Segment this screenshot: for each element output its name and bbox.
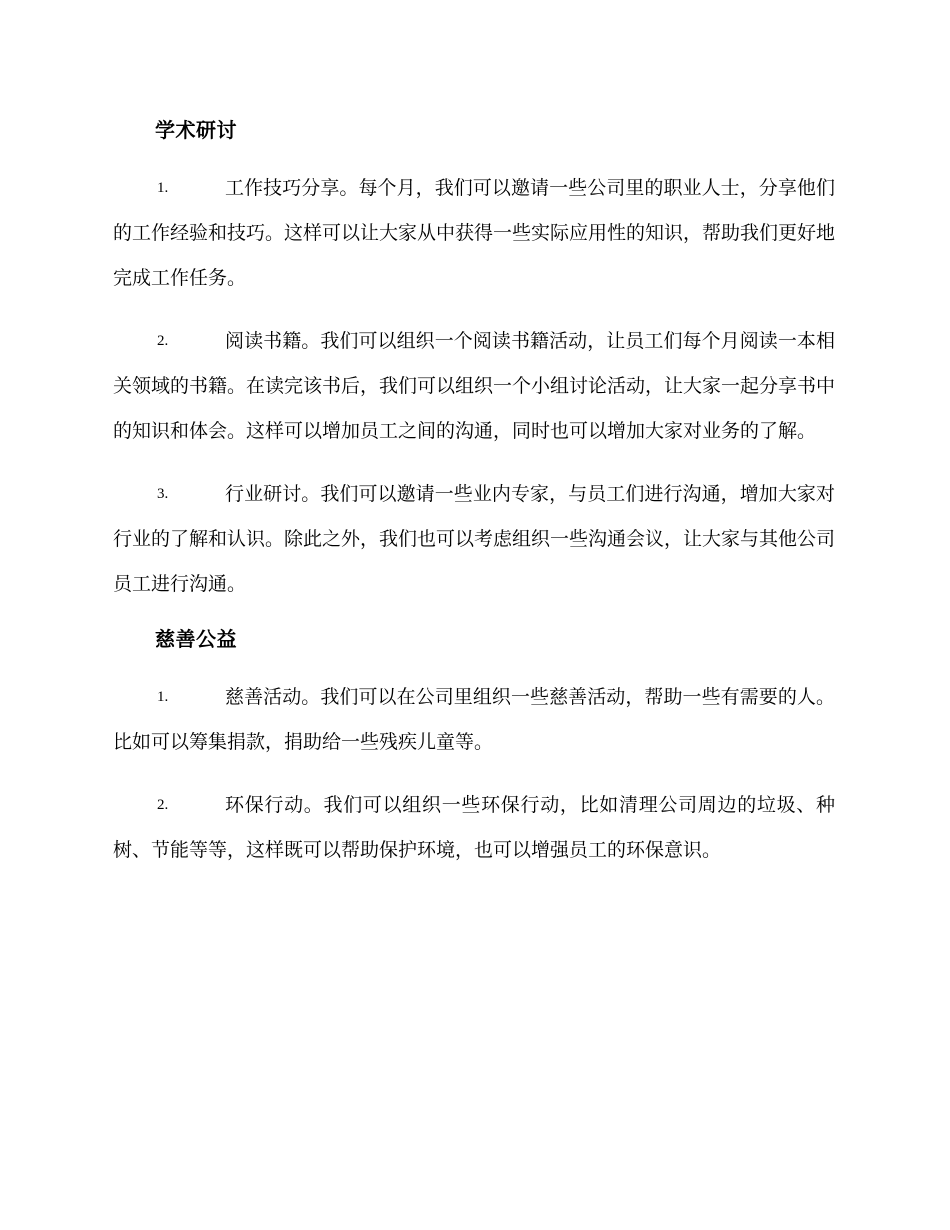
- section-heading: 慈善公益: [155, 627, 237, 651]
- list-item-number: 2.: [157, 333, 169, 349]
- list-item-text: 工作技巧分享。每个月，我们可以邀请一些公司里的职业人士，分享他们的工作经验和技巧。这样可以让大家从中获得一些实际应用性的知识，帮助我们更好地完成工作任务。: [113, 177, 836, 289]
- list-item-text: 行业研讨。我们可以邀请一些业内专家，与员工们进行沟通，增加大家对行业的了解和认识。除此之外，我们也可以考虑组织一些沟通会议，让大家与其他公司员工进行沟通。: [113, 483, 836, 595]
- section-academic-seminar: [113, 112, 835, 607]
- list-item-number: 1.: [157, 689, 169, 705]
- list-item: [113, 472, 835, 607]
- document-body: [113, 112, 835, 873]
- list-item-text: 环保行动。我们可以组织一些环保行动，比如清理公司周边的垃圾、种树、节能等等，这样既可以帮助保护环境，也可以增强员工的环保意识。: [113, 794, 835, 861]
- list-item: [113, 166, 835, 301]
- list-item-text: 阅读书籍。我们可以组织一个阅读书籍活动，让员工们每个月阅读一本相关领域的书籍。在读完该书后，我们可以组织一个小组讨论活动，让大家一起分享书中的知识和体会。这样可以增加员工之间的沟通，同时也可以增加大家对业务的了解。: [113, 330, 836, 442]
- list-item: [113, 783, 835, 873]
- list-item-text: 慈善活动。我们可以在公司里组织一些慈善活动，帮助一些有需要的人。比如可以筹集捐款，捐助给一些残疾儿童等。: [113, 686, 835, 753]
- section-heading: 学术研讨: [155, 118, 237, 142]
- list-item-number: 2.: [157, 797, 169, 813]
- list-item-number: 3.: [157, 486, 169, 502]
- list-item: [113, 675, 835, 765]
- list-item-number: 1.: [157, 180, 169, 196]
- list-item: [113, 319, 835, 454]
- section-charity: [113, 621, 835, 873]
